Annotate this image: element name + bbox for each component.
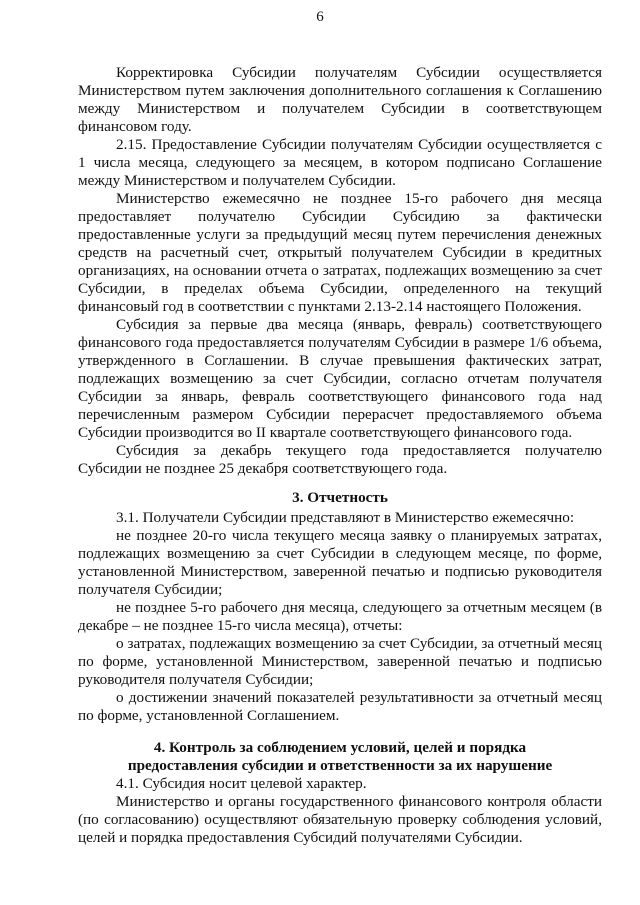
paragraph: 4.1. Субсидия носит целевой характер. <box>116 775 367 792</box>
paragraph: 3.1. Получатели Субсидии представляют в Министерство ежемесячно: <box>116 509 575 526</box>
section-3 <box>78 489 602 725</box>
paragraph: о достижении значений показателей результативности за отчетный месяц по форме, установленной Соглашением. <box>78 689 602 724</box>
paragraph: Министерство ежемесячно не позднее 15-го рабочего дня месяца предоставляет получателю Субсидии Субсидию за фактически предоставленные услуги за предыдущий месяц путем перечисления денежных средств на расчетный счет, открытый получателем Субсидии в кредитных организациях, на основании отчета о затратах, подлежащих возмещению за счет Субсидии, в пределах объема Субсидии, определенного на текущий финансовый год в соответствии с пунктами 2.13-2.14 настоящего Положения. <box>78 190 602 315</box>
paragraph: о затратах, подлежащих возмещению за счет Субсидии, за отчетный месяц по форме, установленной Министерством, заверенной печатью и подписью руководителя получателя Субсидии; <box>78 635 602 688</box>
paragraph: не позднее 20-го числа текущего месяца заявку о планируемых затратах, подлежащих возмещению за счет Субсидии в следующем месяце, по форме, установленной Министерством, заверенной печатью и подписью руководителя получателя Субсидии; <box>78 527 602 598</box>
section-4-heading-line2: предоставления субсидии и ответственности за их нарушение <box>127 757 553 774</box>
section-4 <box>78 739 602 847</box>
page-number: 6 <box>316 9 324 25</box>
section2-continuation <box>78 64 602 478</box>
paragraph: Министерство и органы государственного финансового контроля области (по согласованию) осуществляют обязательную проверку соблюдения условий, целей и порядка предоставления Субсидий получателями Субсидии. <box>78 793 602 846</box>
section-4-heading-line1: 4. Контроль за соблюдением условий, целей и порядка <box>153 739 527 756</box>
paragraph: 2.15. Предоставление Субсидии получателям Субсидии осуществляется с 1 числа месяца, следующего за месяцем, в котором подписано Соглашение между Министерством и получателем Субсидии. <box>78 136 602 189</box>
paragraph: Корректировка Субсидии получателям Субсидии осуществляется Министерством путем заключения дополнительного соглашения к Соглашению между Министерством и получателем Субсидии в соответствующем финансовом году. <box>78 64 602 135</box>
paragraph: не позднее 5-го рабочего дня месяца, следующего за отчетным месяцем (в декабре – не позднее 15-го числа месяца), отчеты: <box>78 599 602 634</box>
section-3-heading: 3. Отчетность <box>292 489 388 506</box>
paragraph: Субсидия за первые два месяца (январь, февраль) соответствующего финансового года предоставляется получателям Субсидии в размере 1/6 объема, утвержденного в Соглашении. В случае превышения фактических затрат, подлежащих возмещению за счет Субсидии, согласно отчетам получателя Субсидии за январь, февраль соответствующего финансового года над перечисленным размером Субсидии перерасчет предоставляемого объема Субсидии производится во II квартале соответствующего финансового года. <box>78 316 602 441</box>
paragraph: Субсидия за декабрь текущего года предоставляется получателю Субсидии не позднее 25 декабря соответствующего года. <box>78 442 602 477</box>
